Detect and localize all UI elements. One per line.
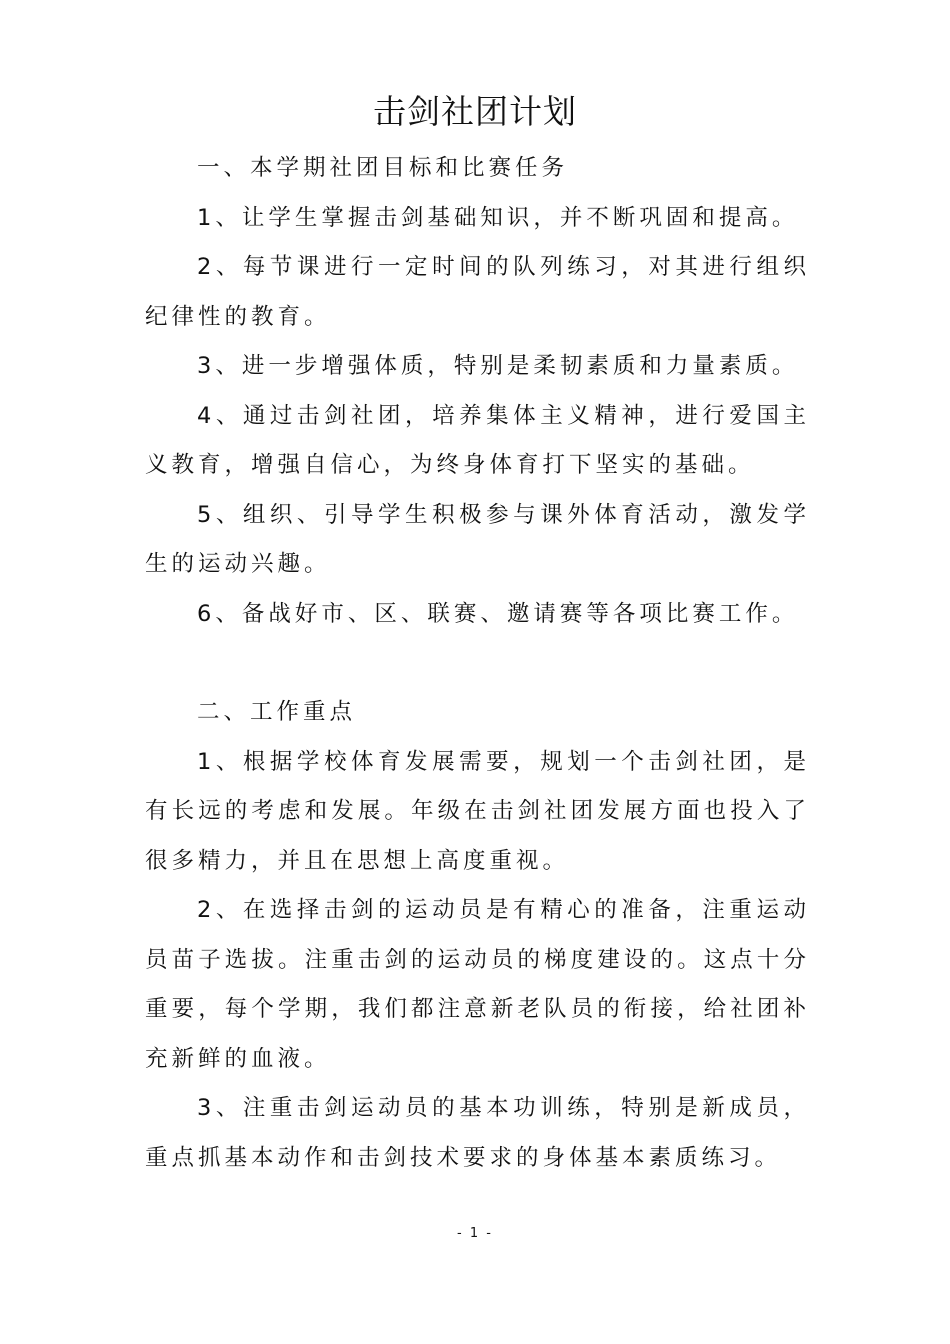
list-item: 1、让学生掌握击剑基础知识，并不断巩固和提高。 xyxy=(197,204,799,231)
document-body xyxy=(145,144,810,1183)
list-item: 2、在选择击剑的运动员是有精心的准备，注重运动员苗子选拔。注重击剑的运动员的梯度建设的。这点十分重要，每个学期，我们都注意新老队员的衔接，给社团补充新鲜的血液。 xyxy=(145,897,810,1072)
section-heading: 一、本学期社团目标和比赛任务 xyxy=(197,155,569,181)
section-spacer xyxy=(145,639,810,688)
list-item: 5、组织、引导学生积极参与课外体育活动，激发学生的运动兴趣。 xyxy=(145,501,810,577)
list-item: 3、进一步增强体质，特别是柔韧素质和力量素质。 xyxy=(197,353,799,379)
section-heading: 二、工作重点 xyxy=(197,699,357,725)
list-item: 1、根据学校体育发展需要，规划一个击剑社团，是有长远的考虑和发展。年级在击剑社团发展方面也投入了很多精力，并且在思想上高度重视。 xyxy=(145,748,810,874)
list-item: 2、每节课进行一定时间的队列练习，对其进行组织纪律性的教育。 xyxy=(145,254,810,330)
list-item: 3、注重击剑运动员的基本功训练，特别是新成员，重点抓基本动作和击剑技术要求的身体基本素质练习。 xyxy=(145,1095,810,1171)
list-item: 4、通过击剑社团，培养集体主义精神，进行爱国主义教育，增强自信心，为终身体育打下坚实的基础。 xyxy=(145,402,810,478)
list-item: 6、备战好市、区、联赛、邀请赛等各项比赛工作。 xyxy=(197,600,799,627)
document-title: 击剑社团计划 xyxy=(373,92,577,131)
page-number: - 1 - xyxy=(457,1226,493,1241)
